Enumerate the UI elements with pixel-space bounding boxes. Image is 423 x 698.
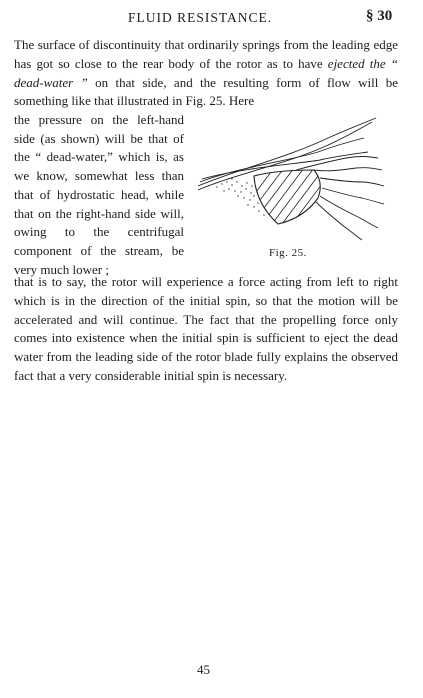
rotor-flow-diagram — [196, 112, 396, 242]
paragraph-1 — [14, 36, 398, 111]
rotor-body — [254, 170, 320, 224]
figure-25 — [196, 112, 396, 242]
figure-caption: Fig. 25. — [269, 247, 307, 259]
paragraph-1-text-a: The surface of discontinuity that ordinarily springs from the leading edge has got so close to the rear body of the rotor as to have — [14, 37, 398, 71]
wrapped-text-column: the pressure on the left-hand side (as shown) will be that of the “ dead-water,” which is, as we know, somewhat less than that of hydrostatic head, while that on the right-hand side will, owing to the centrifugal component of the stream, be very much lower ; — [14, 112, 184, 277]
paragraph-2: that is to say, the rotor will experience a force acting from left to right which is in the direction of the initial spin, so that the motion will be accelerated and will continue. The fact that the propelling force only comes into existence when the initial spin is sufficient to eject the dead water from the leading side of the rotor blade fully explains the observed fact that a very considerable initial spin is necessary. — [14, 274, 398, 383]
section-number: § 30 — [366, 8, 393, 24]
page-number: 45 — [197, 662, 210, 677]
paragraph-1-italic: ejected the “ dead-water ” — [14, 55, 398, 90]
page-header — [0, 8, 423, 30]
running-head: FLUID RESISTANCE. — [128, 10, 273, 25]
paragraph-1-text-b: on that side, and the resulting form of flow will be something like that illustrated in Fig. 25. Here — [14, 74, 398, 109]
